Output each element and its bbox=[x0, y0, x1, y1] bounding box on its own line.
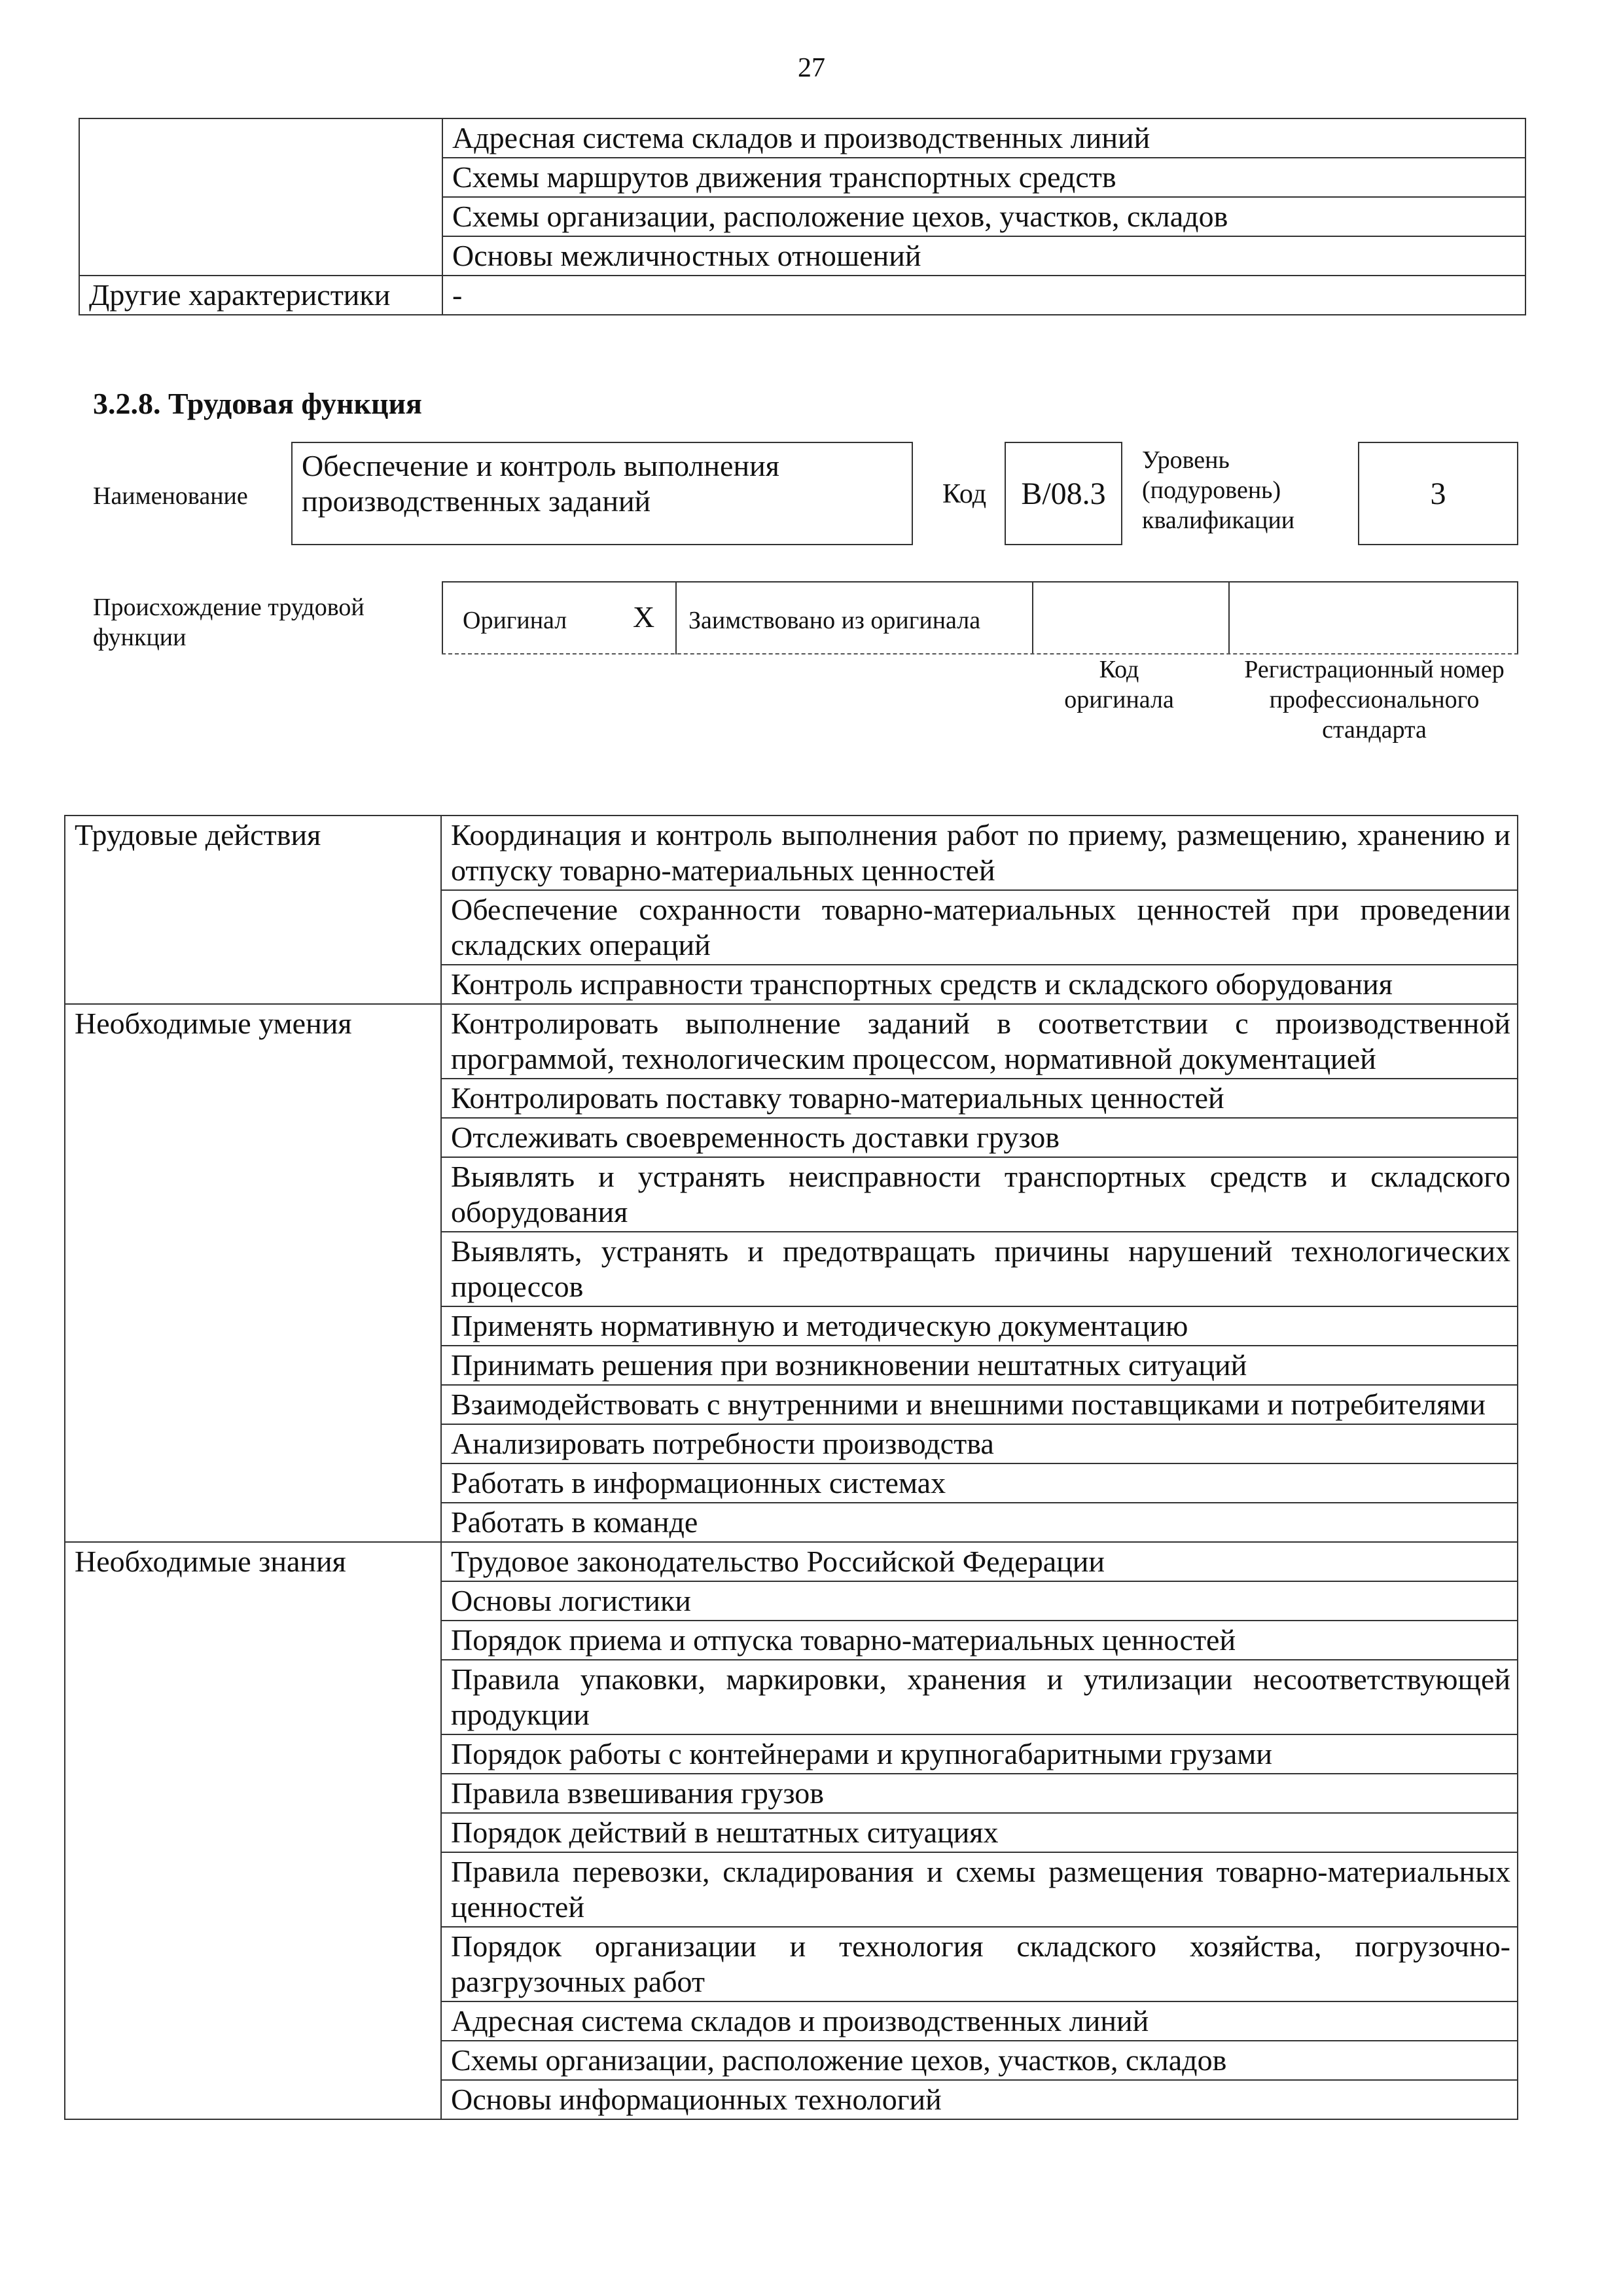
table-row bbox=[65, 1232, 1518, 1306]
row-value: - bbox=[442, 276, 1525, 315]
table-row bbox=[65, 1542, 1518, 1581]
table-cell: Правила взвешивания грузов bbox=[441, 1774, 1518, 1813]
code-label: Код bbox=[942, 479, 987, 509]
reg-number-caption: Регистрационный номер профессионального стандарта bbox=[1244, 656, 1505, 744]
top-table bbox=[79, 118, 1526, 315]
original-mark: X bbox=[633, 600, 655, 634]
group-label: Трудовые действия bbox=[65, 816, 441, 890]
table-row bbox=[79, 118, 1525, 158]
table-cell: Контролировать выполнение заданий в соответствии с производственной программой, технологическим процессом, нормативной документацией bbox=[441, 1004, 1518, 1079]
table-cell: Правила перевозки, складирования и схемы размещения товарно-материальных ценностей bbox=[441, 1852, 1518, 1927]
cell-divider bbox=[1032, 583, 1033, 655]
table-row bbox=[79, 236, 1525, 276]
table-row bbox=[65, 2041, 1518, 2080]
table-cell: Схемы организации, расположение цехов, участков, складов bbox=[441, 2041, 1518, 2080]
original-label: Оригинал bbox=[463, 607, 567, 634]
orig-code-caption: Код оригинала bbox=[1064, 656, 1174, 713]
table-row bbox=[65, 1660, 1518, 1734]
table-row bbox=[65, 1463, 1518, 1503]
group-label: Необходимые умения bbox=[65, 1004, 441, 1079]
section-heading: 3.2.8. Трудовая функция bbox=[93, 387, 422, 420]
table-row bbox=[65, 1852, 1518, 1927]
table-cell: Порядок приема и отпуска товарно-материальных ценностей bbox=[441, 1621, 1518, 1660]
row-value: Схемы организации, расположение цехов, участков, складов bbox=[442, 197, 1525, 236]
table-row bbox=[79, 158, 1525, 197]
table-cell: Выявлять, устранять и предотвращать причины нарушений технологических процессов bbox=[441, 1232, 1518, 1306]
table-row bbox=[65, 965, 1518, 1004]
table-row bbox=[65, 1774, 1518, 1813]
row-label bbox=[79, 197, 442, 236]
origin-label: Происхождение трудовой функции bbox=[93, 594, 365, 651]
row-label bbox=[79, 118, 442, 158]
table-row bbox=[65, 2080, 1518, 2119]
row-label bbox=[79, 236, 442, 276]
table-row bbox=[65, 2001, 1518, 2041]
group-label: Необходимые знания bbox=[65, 1542, 441, 1581]
row-value: Адресная система складов и производственных линий bbox=[442, 118, 1525, 158]
table-row bbox=[65, 1385, 1518, 1424]
table-row bbox=[65, 890, 1518, 965]
table-row bbox=[65, 1734, 1518, 1774]
level-box bbox=[1358, 442, 1518, 545]
row-label: Другие характеристики bbox=[79, 276, 442, 315]
table-row bbox=[65, 816, 1518, 890]
table-cell: Порядок действий в нештатных ситуациях bbox=[441, 1813, 1518, 1852]
table-row bbox=[65, 1004, 1518, 1079]
table-cell: Взаимодействовать с внутренними и внешними поставщиками и потребителями bbox=[441, 1385, 1518, 1424]
table-row bbox=[65, 1927, 1518, 2001]
table-cell: Порядок организации и технология складского хозяйства, погрузочно-разгрузочных работ bbox=[441, 1927, 1518, 2001]
main-table bbox=[64, 815, 1518, 2120]
code-box bbox=[1005, 442, 1122, 545]
row-value: Схемы маршрутов движения транспортных средств bbox=[442, 158, 1525, 197]
table-row bbox=[65, 1581, 1518, 1621]
table-cell: Контролировать поставку товарно-материальных ценностей bbox=[441, 1079, 1518, 1118]
table-cell: Основы информационных технологий bbox=[441, 2080, 1518, 2119]
table-row bbox=[65, 1157, 1518, 1232]
table-cell: Контроль исправности транспортных средств и складского оборудования bbox=[441, 965, 1518, 1004]
table-cell: Выявлять и устранять неисправности транспортных средств и складского оборудования bbox=[441, 1157, 1518, 1232]
table-cell: Принимать решения при возникновении нештатных ситуаций bbox=[441, 1346, 1518, 1385]
table-cell: Порядок работы с контейнерами и крупногабаритными грузами bbox=[441, 1734, 1518, 1774]
table-cell: Анализировать потребности производства bbox=[441, 1424, 1518, 1463]
row-label bbox=[79, 158, 442, 197]
table-row bbox=[65, 1306, 1518, 1346]
table-row bbox=[65, 1813, 1518, 1852]
table-cell: Адресная система складов и производственных линий bbox=[441, 2001, 1518, 2041]
cell-divider bbox=[1228, 583, 1230, 655]
page-number: 27 bbox=[798, 53, 825, 83]
table-cell: Основы логистики bbox=[441, 1581, 1518, 1621]
level-label: Уровень (подуровень) квалификации bbox=[1142, 446, 1295, 534]
table-row bbox=[65, 1346, 1518, 1385]
table-row bbox=[65, 1118, 1518, 1157]
table-cell: Трудовое законодательство Российской Федерации bbox=[441, 1542, 1518, 1581]
borrowed-label: Заимствовано из оригинала bbox=[688, 607, 981, 634]
table-row bbox=[65, 1503, 1518, 1542]
table-cell: Обеспечение сохранности товарно-материальных ценностей при проведении складских операций bbox=[441, 890, 1518, 965]
table-cell: Работать в команде bbox=[441, 1503, 1518, 1542]
row-value: Основы межличностных отношений bbox=[442, 236, 1525, 276]
table-row bbox=[65, 1621, 1518, 1660]
table-cell: Координация и контроль выполнения работ по приему, размещению, хранению и отпуску товарно-материальных ценностей bbox=[441, 816, 1518, 890]
table-cell: Правила упаковки, маркировки, хранения и утилизации несоответствующей продукции bbox=[441, 1660, 1518, 1734]
name-label: Наименование bbox=[93, 482, 248, 510]
table-row bbox=[79, 197, 1525, 236]
cell-divider bbox=[675, 583, 677, 655]
name-box bbox=[291, 442, 913, 545]
name-value: Обеспечение и контроль выполнения производственных заданий bbox=[302, 449, 779, 518]
table-cell: Применять нормативную и методическую документацию bbox=[441, 1306, 1518, 1346]
table-cell: Отслеживать своевременность доставки грузов bbox=[441, 1118, 1518, 1157]
table-row bbox=[65, 1079, 1518, 1118]
table-cell: Работать в информационных системах bbox=[441, 1463, 1518, 1503]
code-value: B/08.3 bbox=[1021, 476, 1106, 511]
table-row bbox=[79, 276, 1525, 315]
origin-box bbox=[442, 581, 1518, 655]
level-value: 3 bbox=[1430, 476, 1446, 511]
table-row bbox=[65, 1424, 1518, 1463]
